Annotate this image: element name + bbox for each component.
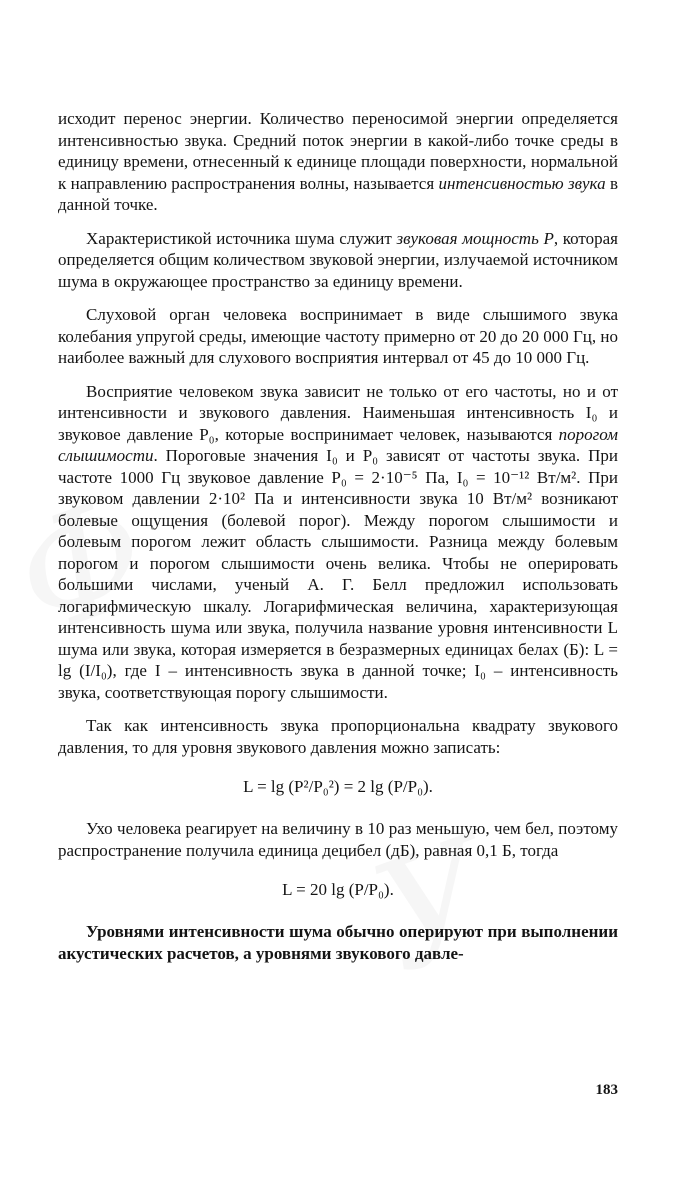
paragraph-7: Уровнями интенсивности шума обычно оперируют при выполнении акустических расчетов, а уровнями звукового давле- xyxy=(58,922,618,963)
formula-decibel: L = 20 lg (P/P₀). xyxy=(282,880,394,899)
page-body xyxy=(58,108,618,964)
paragraph-4: Восприятие человеком звука зависит не только от его частоты, но и от интенсивности и звукового давления. Наименьшая интенсивность I₀ и звуковое давление P₀, которые воспринимает человек, называются порогом слышимости. Пороговые значения I₀ и P₀ зависят от частоты звука. При частоте 1000 Гц звуковое давление P₀ = 2·10⁻⁵ Па, I₀ = 10⁻¹² Вт/м². При звуковом давлении 2·10² Па и интенсивности звука 10 Вт/м² возникают болевые ощущения (болевой порог). Между порогом слышимости и болевым порогом лежит область слышимости. Разница между болевым порогом и порогом слышимости очень велика. Чтобы не оперировать большими числами, ученый А. Г. Белл предложил использовать логарифмическую шкалу. Логарифмическая величина, характеризующая интенсивность шума или звука, получила название уровня интенсивности L шума или звука, которая измеряется в безразмерных единицах белах (Б): L = lg (I/I₀), где I – интенсивность звука в данной точке; I₀ – интенсивность звука, соответствующая порогу слышимости. xyxy=(58,381,618,702)
term-sound-power: звуковая мощность Р xyxy=(396,228,554,248)
paragraph-6: Ухо человека реагирует на величину в 10 раз меньшую, чем бел, поэтому распространение получила единица децибел (дБ), равная 0,1 Б, тогда xyxy=(58,819,618,860)
paragraph-5: Так как интенсивность звука пропорциональна квадрату звукового давления, то для уровня звукового давления можно записать: xyxy=(58,716,618,757)
page-number: 183 xyxy=(595,1082,618,1098)
term-hearing-threshold: порогом слышимости xyxy=(58,424,618,465)
paragraph-2: Характеристикой источника шума служит звуковая мощность Р, которая определяется общим количеством звуковой энергии, излучаемой источником шума в окружающее пространство за единицу времени. xyxy=(58,228,618,291)
formula-sound-pressure-level: L = lg (P²/P₀²) = 2 lg (P/P₀). xyxy=(243,777,433,796)
paragraph-1: исходит перенос энергии. Количество переносимой энергии определяется интенсивностью звука. Средний поток энергии в какой-либо точке среды в единицу времени, отнесенный к единице площади поверхности, нормальной к направлению распространения волны, называется интенсивностью звука в данной точке. xyxy=(58,109,618,214)
paragraph-3: Слуховой орган человека воспринимает в виде слышимого звука колебания упругой среды, имеющие частоту примерно от 20 до 20 000 Гц, но наиболее важный для слухового восприятия интервал от 45 до 10 000 Гц. xyxy=(58,305,619,367)
term-sound-intensity: интенсивностью звука xyxy=(438,173,606,193)
